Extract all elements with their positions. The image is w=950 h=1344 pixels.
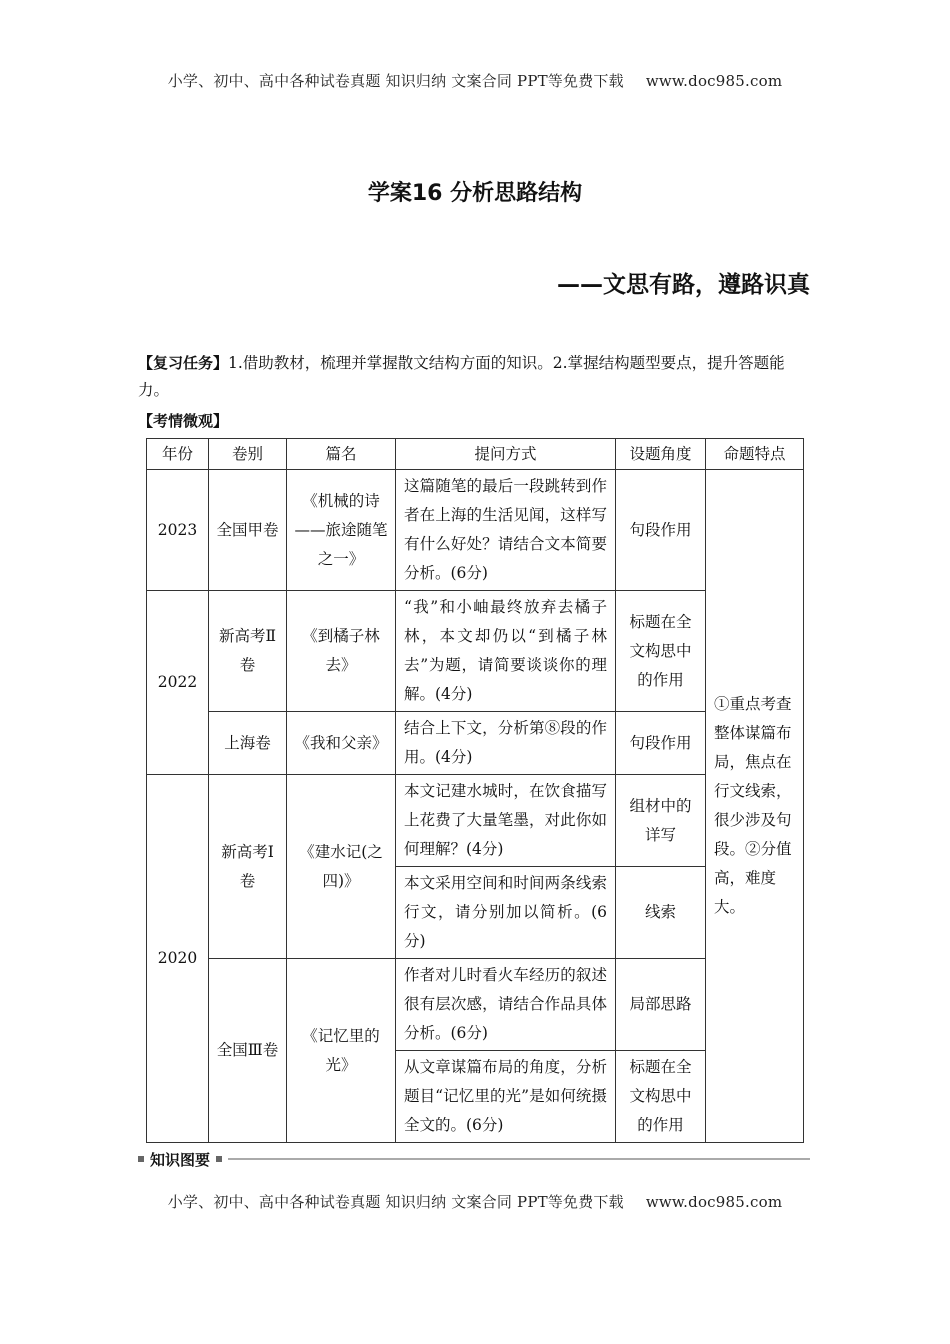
- paper-cell: 新高考Ⅱ卷: [209, 591, 287, 712]
- table-row: [147, 470, 804, 591]
- header-paper: 卷别: [209, 439, 287, 470]
- article-cell: 《机械的诗——旅途随笔之一》: [287, 470, 396, 591]
- angle-cell: 句段作用: [616, 712, 706, 775]
- review-task: [138, 350, 810, 404]
- section-label: 知识图要: [150, 1150, 211, 1169]
- header-url[interactable]: www.doc985.com: [645, 72, 783, 90]
- paper-cell: 上海卷: [209, 712, 287, 775]
- header-year: 年份: [147, 439, 209, 470]
- review-task-tag: 【复习任务】: [138, 354, 229, 372]
- feature-cell: ①重点考查整体谋篇布局，焦点在行文线索，很少涉及句段。②分值高，难度大。: [706, 470, 804, 1143]
- exam-overview-label: 【考情微观】: [138, 412, 229, 430]
- question-cell: 本文采用空间和时间两条线索行文，请分别加以简析。(6分): [396, 867, 616, 959]
- question-cell: 作者对儿时看火车经历的叙述很有层次感，请结合作品具体分析。(6分): [396, 959, 616, 1051]
- angle-cell: 句段作用: [616, 470, 706, 591]
- question-cell: 这篇随笔的最后一段跳转到作者在上海的生活见闻，这样写有什么好处？请结合文本简要分析。(6分): [396, 470, 616, 591]
- question-cell: 结合上下文，分析第⑧段的作用。(4分): [396, 712, 616, 775]
- paper-cell: 新高考Ⅰ卷: [209, 775, 287, 959]
- header-title: 篇名: [287, 439, 396, 470]
- table-header-row: [147, 439, 804, 470]
- header-angle: 设题角度: [616, 439, 706, 470]
- article-cell: 《我和父亲》: [287, 712, 396, 775]
- angle-cell: 标题在全文构思中的作用: [616, 1051, 706, 1143]
- section-square-icon: [138, 1156, 144, 1162]
- section-square-icon: [216, 1156, 222, 1162]
- paper-cell: 全国Ⅲ卷: [209, 959, 287, 1143]
- article-cell: 《到橘子林去》: [287, 591, 396, 712]
- angle-cell: 线索: [616, 867, 706, 959]
- page-header: [0, 70, 950, 91]
- table-row: [147, 712, 804, 775]
- article-cell: 《建水记(之四)》: [287, 775, 396, 959]
- paper-cell: 全国甲卷: [209, 470, 287, 591]
- table-row: [147, 775, 804, 867]
- table-row: [147, 959, 804, 1051]
- year-cell: 2023: [147, 470, 209, 591]
- question-cell: 从文章谋篇布局的角度，分析题目“记忆里的光”是如何统摄全文的。(6分): [396, 1051, 616, 1143]
- page-title: 学案16 分析思路结构: [367, 181, 583, 206]
- question-cell: “我”和小岫最终放弃去橘子林，本文却仍以“到橘子林去”为题，请简要谈谈你的理解。(4分): [396, 591, 616, 712]
- header-feature: 命题特点: [706, 439, 804, 470]
- section-heading: [138, 1148, 810, 1170]
- angle-cell: 标题在全文构思中的作用: [616, 591, 706, 712]
- footer-text: 小学、初中、高中各种试卷真题 知识归纳 文案合同 PPT等免费下载: [167, 1193, 624, 1211]
- header-question: 提问方式: [396, 439, 616, 470]
- table-row: [147, 591, 804, 712]
- year-cell: 2020: [147, 775, 209, 1143]
- question-cell: 本文记建水城时，在饮食描写上花费了大量笔墨，对此你如何理解？(4分): [396, 775, 616, 867]
- exam-table: [146, 438, 804, 1143]
- angle-cell: 局部思路: [616, 959, 706, 1051]
- footer-url[interactable]: www.doc985.com: [645, 1193, 783, 1211]
- page-footer: [0, 1191, 950, 1212]
- section-divider: [228, 1158, 810, 1160]
- year-cell: 2022: [147, 591, 209, 775]
- review-task-text: 1.借助教材，梳理并掌握散文结构方面的知识。2.掌握结构题型要点，提升答题能力。: [138, 354, 785, 399]
- page-subtitle: ——文思有路，遵路识真: [557, 272, 810, 298]
- header-text: 小学、初中、高中各种试卷真题 知识归纳 文案合同 PPT等免费下载: [167, 72, 624, 90]
- article-cell: 《记忆里的光》: [287, 959, 396, 1143]
- angle-cell: 组材中的详写: [616, 775, 706, 867]
